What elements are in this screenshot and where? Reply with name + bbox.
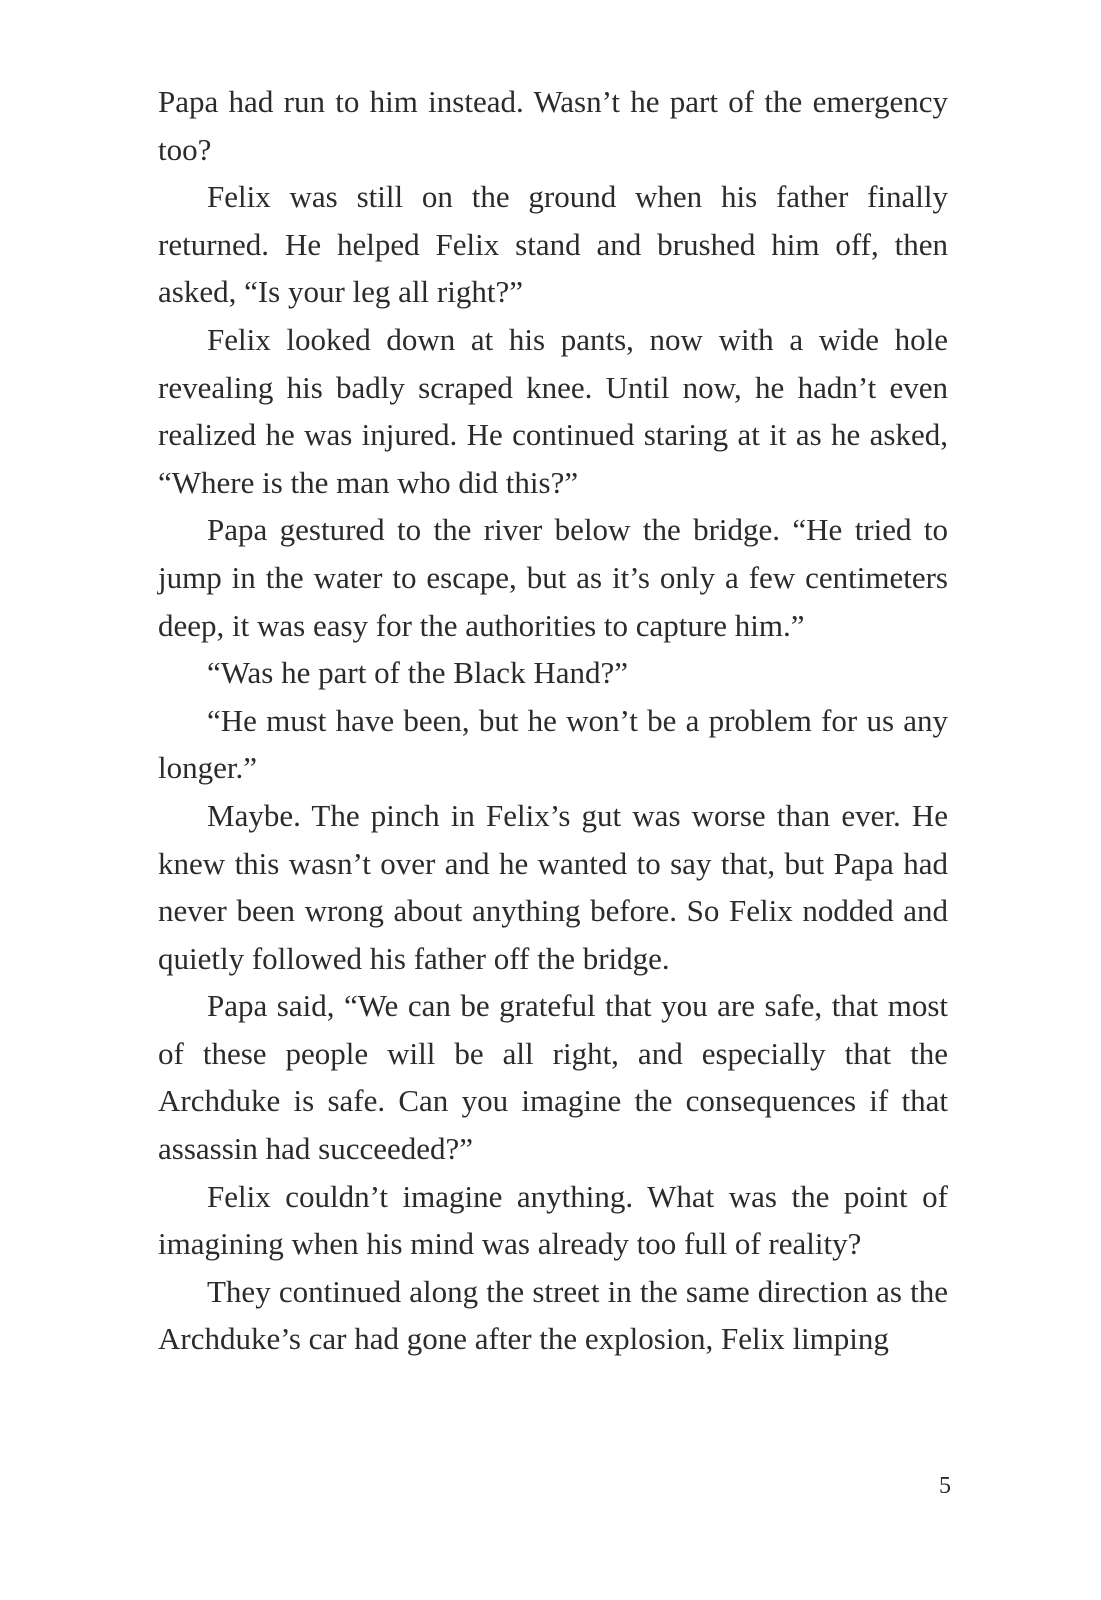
paragraph: Felix looked down at his pants, now with a wide hole revealing his badly scraped knee. Until now, he hadn’t even realized he was injured. He continued staring at it as he asked, “Where is the man who did this?” [158, 321, 948, 500]
paragraph: “Was he part of the Black Hand?” [207, 655, 628, 691]
paragraph: Papa said, “We can be grateful that you are safe, that most of these people will be all right, and especially that the Archduke is safe. Can you imagine the consequences if that assassin had succeeded?” [158, 988, 948, 1167]
page-number: 5 [939, 1473, 951, 1499]
body-text [158, 78, 948, 1363]
paragraph: “He must have been, but he won’t be a problem for us any longer.” [158, 702, 948, 786]
paragraph: Papa gestured to the river below the bridge. “He tried to jump in the water to escape, but as it’s only a few centimeters deep, it was easy for the authorities to capture him.” [158, 512, 948, 643]
paragraph: Felix couldn’t imagine anything. What was the point of imagining when his mind was already too full of reality? [158, 1178, 948, 1262]
paragraph: Felix was still on the ground when his father finally returned. He helped Felix stand and brushed him off, then asked, “Is your leg all right?” [158, 179, 948, 310]
paragraph: They continued along the street in the same direction as the Archduke’s car had gone after the explosion, Felix limping [158, 1273, 948, 1357]
paragraph-continued: Papa had run to him instead. Wasn’t he part of the emergency too? [158, 84, 948, 167]
paragraph: Maybe. The pinch in Felix’s gut was worse than ever. He knew this wasn’t over and he wanted to say that, but Papa had never been wrong about anything before. So Felix nodded and quietly followed his father off the bridge. [158, 797, 948, 976]
